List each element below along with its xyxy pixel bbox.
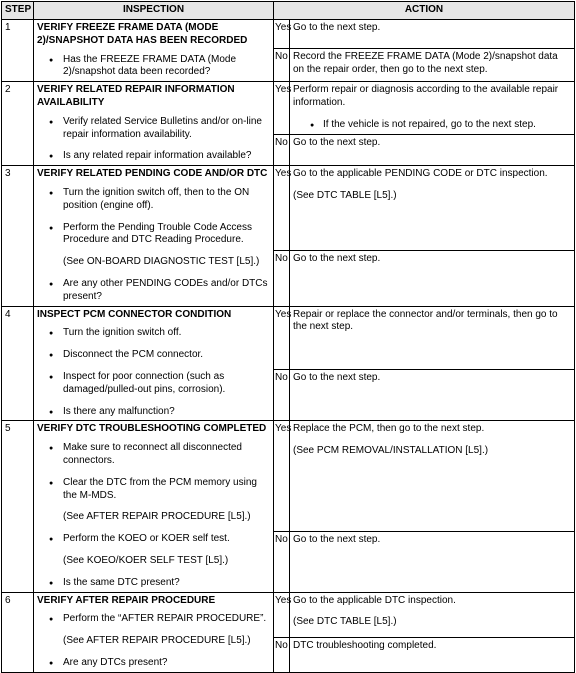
- yes-label: Yes: [274, 421, 290, 532]
- yes-action-cell: [290, 421, 575, 532]
- no-label: No: [274, 135, 290, 166]
- table-row: [2, 82, 575, 135]
- step-number: 2: [2, 82, 34, 166]
- action-reference: (See DTC TABLE [L5].): [293, 616, 397, 628]
- inspection-item: ● Are any DTCs present?: [37, 657, 270, 670]
- step-number: 1: [2, 20, 34, 82]
- action-text: Go to the applicable DTC inspection.: [293, 594, 456, 606]
- inspection-cell: [34, 592, 274, 672]
- no-label: No: [274, 532, 290, 592]
- no-label: No: [274, 251, 290, 306]
- action-column-header: ACTION: [274, 2, 575, 20]
- table-row: [2, 306, 575, 369]
- yes-label: Yes: [274, 166, 290, 251]
- no-label: No: [274, 369, 290, 421]
- yes-label: Yes: [274, 20, 290, 49]
- step-title: VERIFY AFTER REPAIR PROCEDURE: [37, 594, 216, 606]
- inspection-item: ● Perform the Pending Trouble Code Access Procedure and DTC Reading Procedure.: [37, 222, 270, 248]
- inspection-item: ● Make sure to reconnect all disconnected connectors.: [37, 442, 270, 468]
- table-row: [2, 421, 575, 532]
- step-title: VERIFY RELATED PENDING CODE AND/OR DTC: [37, 168, 268, 180]
- table-row: [2, 592, 575, 637]
- inspection-item: ● Has the FREEZE FRAME DATA (Mode 2)/snapshot data been recorded?: [37, 54, 270, 80]
- diagnostic-procedure-table: [1, 1, 575, 673]
- yes-action-cell: [290, 82, 575, 135]
- no-action-cell: [290, 637, 575, 672]
- step-title: VERIFY DTC TROUBLESHOOTING COMPLETED: [37, 423, 267, 435]
- inspection-cell: [34, 166, 274, 306]
- table-header-row: [2, 2, 575, 20]
- inspection-item: ● Verify related Service Bulletins and/or on-line repair information availability.: [37, 116, 270, 142]
- action-text: Perform repair or diagnosis according to the available repair information.: [293, 84, 559, 108]
- action-text: Go to the applicable PENDING CODE or DTC inspection.: [293, 168, 548, 180]
- action-text: Record the FREEZE FRAME DATA (Mode 2)/snapshot data on the repair order, then go to the next step.: [293, 51, 558, 75]
- inspection-cell: [34, 82, 274, 166]
- inspection-item: ● Perform the “AFTER REPAIR PROCEDURE”.: [37, 613, 270, 626]
- action-text: Go to the next step.: [293, 253, 381, 265]
- yes-label: Yes: [274, 306, 290, 369]
- action-text: Go to the next step.: [293, 137, 381, 149]
- step-title: INSPECT PCM CONNECTOR CONDITION: [37, 308, 232, 320]
- yes-action-cell: [290, 306, 575, 369]
- yes-action-cell: [290, 592, 575, 637]
- action-text: Go to the next step.: [293, 371, 381, 383]
- inspection-item: ● Is any related repair information available?: [37, 150, 270, 163]
- yes-action-cell: [290, 166, 575, 251]
- table-row: [2, 20, 575, 49]
- step-column-header: STEP: [2, 2, 34, 20]
- inspection-item: ● Inspect for poor connection (such as damaged/pulled-out pins, corrosion).: [37, 371, 270, 397]
- no-label: No: [274, 49, 290, 82]
- action-text: Go to the next step.: [293, 534, 381, 546]
- inspection-item: ● Turn the ignition switch off, then to the ON position (engine off).: [37, 187, 270, 213]
- inspection-item: ● Disconnect the PCM connector.: [37, 349, 270, 362]
- inspection-reference: (See AFTER REPAIR PROCEDURE [L5].): [63, 511, 251, 523]
- no-action-cell: [290, 49, 575, 82]
- step-number: 4: [2, 306, 34, 421]
- yes-action-cell: [290, 20, 575, 49]
- step-number: 3: [2, 166, 34, 306]
- inspection-item: ● Clear the DTC from the PCM memory using the M-MDS.: [37, 477, 270, 503]
- action-reference: (See PCM REMOVAL/INSTALLATION [L5].): [293, 445, 489, 457]
- step-number: 6: [2, 592, 34, 672]
- no-action-cell: [290, 135, 575, 166]
- inspection-item: ● Perform the KOEO or KOER self test.: [37, 533, 270, 546]
- inspection-item: ● Is the same DTC present?: [37, 577, 270, 590]
- inspection-cell: [34, 306, 274, 421]
- inspection-column-header: INSPECTION: [34, 2, 274, 20]
- table-row: [2, 166, 575, 251]
- step-title: VERIFY FREEZE FRAME DATA (MODE 2)/SNAPSHOT DATA HAS BEEN RECORDED: [37, 22, 248, 46]
- inspection-cell: [34, 421, 274, 592]
- no-action-cell: [290, 251, 575, 306]
- no-action-cell: [290, 369, 575, 421]
- inspection-reference: (See AFTER REPAIR PROCEDURE [L5].): [63, 635, 251, 647]
- action-subitem: ● If the vehicle is not repaired, go to the next step.: [293, 119, 571, 132]
- action-text: Replace the PCM, then go to the next step.: [293, 423, 485, 435]
- step-number: 5: [2, 421, 34, 592]
- yes-label: Yes: [274, 592, 290, 637]
- inspection-item: ● Turn the ignition switch off.: [37, 327, 270, 340]
- action-text: Repair or replace the connector and/or terminals, then go to the next step.: [293, 308, 558, 333]
- no-label: No: [274, 637, 290, 672]
- yes-label: Yes: [274, 82, 290, 135]
- action-text: Go to the next step.: [293, 22, 381, 33]
- inspection-reference: (See KOEO/KOER SELF TEST [L5].): [63, 554, 229, 566]
- action-text: DTC troubleshooting completed.: [293, 639, 437, 651]
- inspection-item: ● Are any other PENDING CODEs and/or DTCs present?: [37, 278, 270, 304]
- no-action-cell: [290, 532, 575, 592]
- inspection-reference: (See ON-BOARD DIAGNOSTIC TEST [L5].): [63, 256, 260, 268]
- inspection-item: ● Is there any malfunction?: [37, 406, 270, 419]
- action-reference: (See DTC TABLE [L5].): [293, 189, 397, 201]
- inspection-cell: [34, 20, 274, 82]
- step-title: VERIFY RELATED REPAIR INFORMATION AVAILABILITY: [37, 84, 235, 108]
